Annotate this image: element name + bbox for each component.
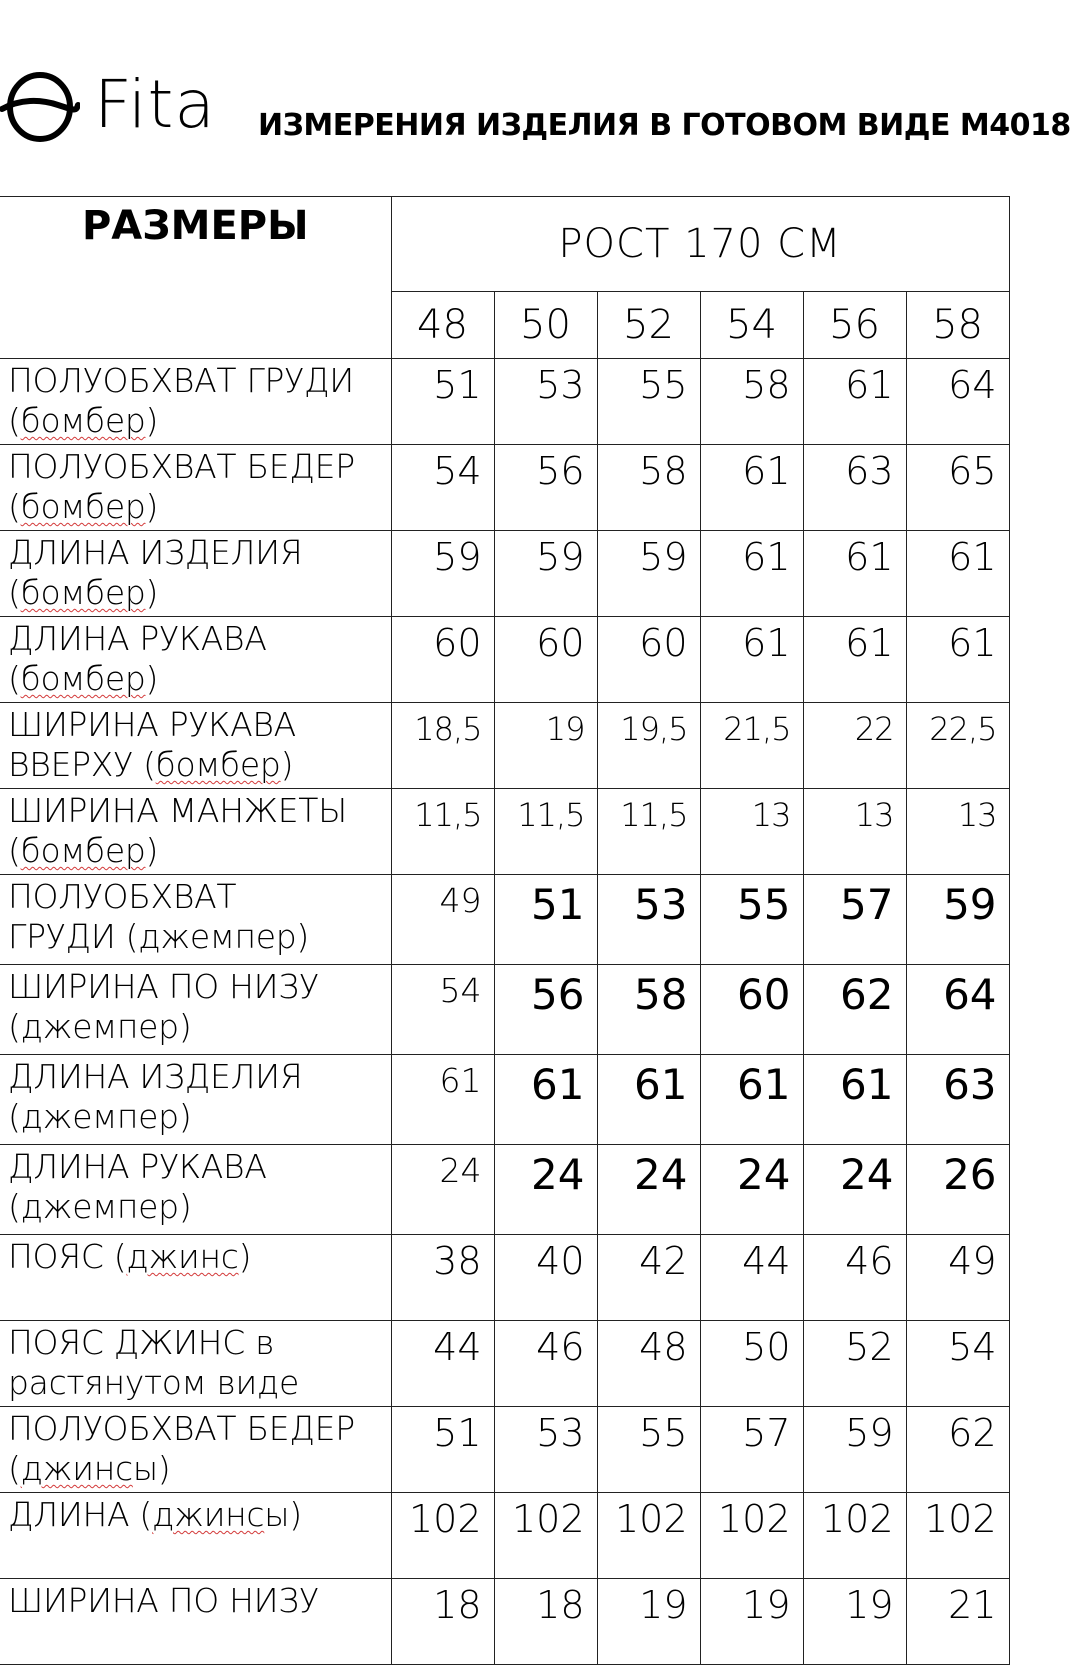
measurement-cell: 42 — [597, 1235, 700, 1321]
measurement-cell: 51 — [494, 875, 597, 965]
measurement-cell: 59 — [494, 531, 597, 617]
measurement-cell: 59 — [391, 531, 494, 617]
row-label-cell — [0, 1493, 391, 1579]
measurement-cell: 13 — [803, 789, 906, 875]
row-label-text: (джемпер) — [8, 1097, 192, 1136]
measurement-cell: 46 — [803, 1235, 906, 1321]
row-label-text: ПОЛУОБХВАТ БЕДЕР — [8, 1409, 355, 1448]
measurement-cell: 63 — [803, 445, 906, 531]
measurement-cell: 60 — [391, 617, 494, 703]
measurement-cell: 61 — [700, 445, 803, 531]
measurement-cell: 18 — [391, 1579, 494, 1665]
height-header: РОСТ 170 СМ — [391, 197, 1009, 292]
row-label-text: (джемпер) — [8, 1187, 192, 1226]
measurement-cell: 62 — [803, 965, 906, 1055]
measurement-cell: 18 — [494, 1579, 597, 1665]
table-row — [0, 875, 1009, 965]
row-label-text: ШИРИНА РУКАВА — [8, 705, 296, 744]
row-label-text: ДЛИНА РУКАВА — [8, 1147, 267, 1186]
row-label-text: ДЛИНА ИЗДЕЛИЯ — [8, 1057, 303, 1096]
row-label-text: ДЛИНА ИЗДЕЛИЯ — [8, 533, 303, 572]
measurement-cell: 60 — [494, 617, 597, 703]
measurement-cell: 53 — [494, 359, 597, 445]
measurement-cell: 11,5 — [494, 789, 597, 875]
measurement-cell: 61 — [803, 1055, 906, 1145]
measurement-cell: 44 — [700, 1235, 803, 1321]
size-header-cell: 50 — [494, 292, 597, 359]
row-label-text: (джинсы) — [8, 1449, 171, 1488]
measurement-cell: 44 — [391, 1321, 494, 1407]
measurement-cell: 49 — [906, 1235, 1009, 1321]
measurement-cell: 24 — [391, 1145, 494, 1235]
measurement-cell: 24 — [803, 1145, 906, 1235]
row-label-text: (бомбер) — [8, 573, 159, 612]
measurement-cell: 49 — [391, 875, 494, 965]
measurement-cell: 46 — [494, 1321, 597, 1407]
row-label-cell — [0, 1321, 391, 1407]
size-header-cell: 48 — [391, 292, 494, 359]
measurement-cell: 24 — [494, 1145, 597, 1235]
measurement-cell: 18,5 — [391, 703, 494, 789]
measurement-cell: 56 — [494, 445, 597, 531]
measurement-cell: 61 — [906, 617, 1009, 703]
measurement-cell: 40 — [494, 1235, 597, 1321]
row-label-cell — [0, 1055, 391, 1145]
row-label-text: ПОЯС (джинс) — [8, 1237, 252, 1276]
measurement-cell: 19 — [803, 1579, 906, 1665]
measurement-cell: 51 — [391, 359, 494, 445]
row-label-text: (джемпер) — [8, 1007, 192, 1046]
sizes-header: РАЗМЕРЫ — [0, 197, 391, 359]
measurement-cell: 102 — [803, 1493, 906, 1579]
measurement-cell: 61 — [391, 1055, 494, 1145]
row-label-cell — [0, 617, 391, 703]
measurement-cell: 61 — [700, 617, 803, 703]
size-chart-table — [0, 196, 1010, 1665]
measurement-cell: 13 — [906, 789, 1009, 875]
measurement-cell: 24 — [700, 1145, 803, 1235]
row-label-cell — [0, 1579, 391, 1665]
measurement-cell: 22 — [803, 703, 906, 789]
measurement-cell: 19 — [700, 1579, 803, 1665]
measurement-cell: 13 — [700, 789, 803, 875]
measurement-cell: 63 — [906, 1055, 1009, 1145]
table-row — [0, 703, 1009, 789]
measurement-cell: 65 — [906, 445, 1009, 531]
measurement-cell: 61 — [700, 1055, 803, 1145]
measurement-cell: 61 — [700, 531, 803, 617]
measurement-cell: 61 — [803, 617, 906, 703]
row-label-cell — [0, 703, 391, 789]
measurement-cell: 11,5 — [391, 789, 494, 875]
measurement-cell: 55 — [597, 359, 700, 445]
measurement-cell: 19,5 — [597, 703, 700, 789]
measurement-cell: 54 — [391, 445, 494, 531]
measurement-cell: 21 — [906, 1579, 1009, 1665]
table-row — [0, 1493, 1009, 1579]
measurement-cell: 38 — [391, 1235, 494, 1321]
measurement-cell: 58 — [597, 445, 700, 531]
row-label-text: ПОЯС ДЖИНС в — [8, 1323, 275, 1362]
brand-logo — [0, 60, 216, 150]
measurement-cell: 53 — [494, 1407, 597, 1493]
measurement-cell: 55 — [700, 875, 803, 965]
measurement-cell: 52 — [803, 1321, 906, 1407]
measurement-cell: 57 — [803, 875, 906, 965]
measurement-cell: 59 — [803, 1407, 906, 1493]
row-label-text: ДЛИНА (джинсы) — [8, 1495, 302, 1534]
measurement-cell: 64 — [906, 965, 1009, 1055]
measurement-cell: 102 — [391, 1493, 494, 1579]
brand-name: Fita — [94, 66, 216, 143]
measurement-cell: 60 — [597, 617, 700, 703]
row-label-text: (бомбер) — [8, 831, 159, 870]
row-label-text: ВВЕРХУ (бомбер) — [8, 745, 294, 784]
fita-logo-icon — [0, 65, 80, 145]
table-row — [0, 1235, 1009, 1321]
row-label-text: (бомбер) — [8, 401, 159, 440]
measurement-cell: 24 — [597, 1145, 700, 1235]
measurement-cell: 61 — [906, 531, 1009, 617]
measurement-cell: 57 — [700, 1407, 803, 1493]
measurement-cell: 54 — [391, 965, 494, 1055]
measurement-cell: 48 — [597, 1321, 700, 1407]
measurement-cell: 21,5 — [700, 703, 803, 789]
row-label-text: ПОЛУОБХВАТ — [8, 877, 237, 916]
row-label-text: (бомбер) — [8, 487, 159, 526]
table-row — [0, 1407, 1009, 1493]
table-row — [0, 1321, 1009, 1407]
measurement-cell: 53 — [597, 875, 700, 965]
size-header-cell: 58 — [906, 292, 1009, 359]
row-label-text: ДЛИНА РУКАВА — [8, 619, 267, 658]
measurement-cell: 102 — [494, 1493, 597, 1579]
measurement-cell: 61 — [803, 359, 906, 445]
row-label-cell — [0, 789, 391, 875]
table-row — [0, 531, 1009, 617]
row-label-text: ШИРИНА ПО НИЗУ — [8, 1581, 319, 1620]
table-row — [0, 1055, 1009, 1145]
measurement-cell: 54 — [906, 1321, 1009, 1407]
measurement-cell: 58 — [597, 965, 700, 1055]
table-row — [0, 789, 1009, 875]
table-row — [0, 1145, 1009, 1235]
row-label-cell — [0, 445, 391, 531]
row-label-text: растянутом виде — [8, 1363, 299, 1402]
measurement-cell: 61 — [803, 531, 906, 617]
row-label-cell — [0, 875, 391, 965]
measurement-cell: 50 — [700, 1321, 803, 1407]
measurement-cell: 55 — [597, 1407, 700, 1493]
measurement-cell: 19 — [597, 1579, 700, 1665]
table-row — [0, 965, 1009, 1055]
measurement-cell: 59 — [906, 875, 1009, 965]
measurement-cell: 102 — [700, 1493, 803, 1579]
row-label-text: ПОЛУОБХВАТ ГРУДИ — [8, 361, 354, 400]
row-label-cell — [0, 1235, 391, 1321]
measurement-cell: 64 — [906, 359, 1009, 445]
measurement-cell: 61 — [597, 1055, 700, 1145]
table-row — [0, 445, 1009, 531]
measurement-cell: 26 — [906, 1145, 1009, 1235]
measurement-cell: 62 — [906, 1407, 1009, 1493]
size-header-cell: 56 — [803, 292, 906, 359]
measurement-cell: 61 — [494, 1055, 597, 1145]
row-label-text: ШИРИНА ПО НИЗУ — [8, 967, 319, 1006]
measurement-cell: 102 — [906, 1493, 1009, 1579]
measurement-cell: 22,5 — [906, 703, 1009, 789]
document-title: ИЗМЕРЕНИЯ ИЗДЕЛИЯ В ГОТОВОМ ВИДЕ М4018 — [258, 108, 1071, 143]
row-label-cell — [0, 1407, 391, 1493]
table-row — [0, 359, 1009, 445]
measurement-cell: 102 — [597, 1493, 700, 1579]
measurement-cell: 56 — [494, 965, 597, 1055]
size-header-cell: 52 — [597, 292, 700, 359]
row-label-text: (бомбер) — [8, 659, 159, 698]
row-label-cell — [0, 359, 391, 445]
measurement-cell: 51 — [391, 1407, 494, 1493]
size-header-cell: 54 — [700, 292, 803, 359]
row-label-text: ПОЛУОБХВАТ БЕДЕР — [8, 447, 355, 486]
measurement-cell: 11,5 — [597, 789, 700, 875]
measurement-cell: 59 — [597, 531, 700, 617]
row-label-cell — [0, 531, 391, 617]
row-label-text: ГРУДИ (джемпер) — [8, 917, 310, 956]
measurement-cell: 58 — [700, 359, 803, 445]
measurement-cell: 19 — [494, 703, 597, 789]
table-row — [0, 1579, 1009, 1665]
table-row — [0, 617, 1009, 703]
measurement-cell: 60 — [700, 965, 803, 1055]
row-label-cell — [0, 965, 391, 1055]
row-label-text: ШИРИНА МАНЖЕТЫ — [8, 791, 347, 830]
row-label-cell — [0, 1145, 391, 1235]
